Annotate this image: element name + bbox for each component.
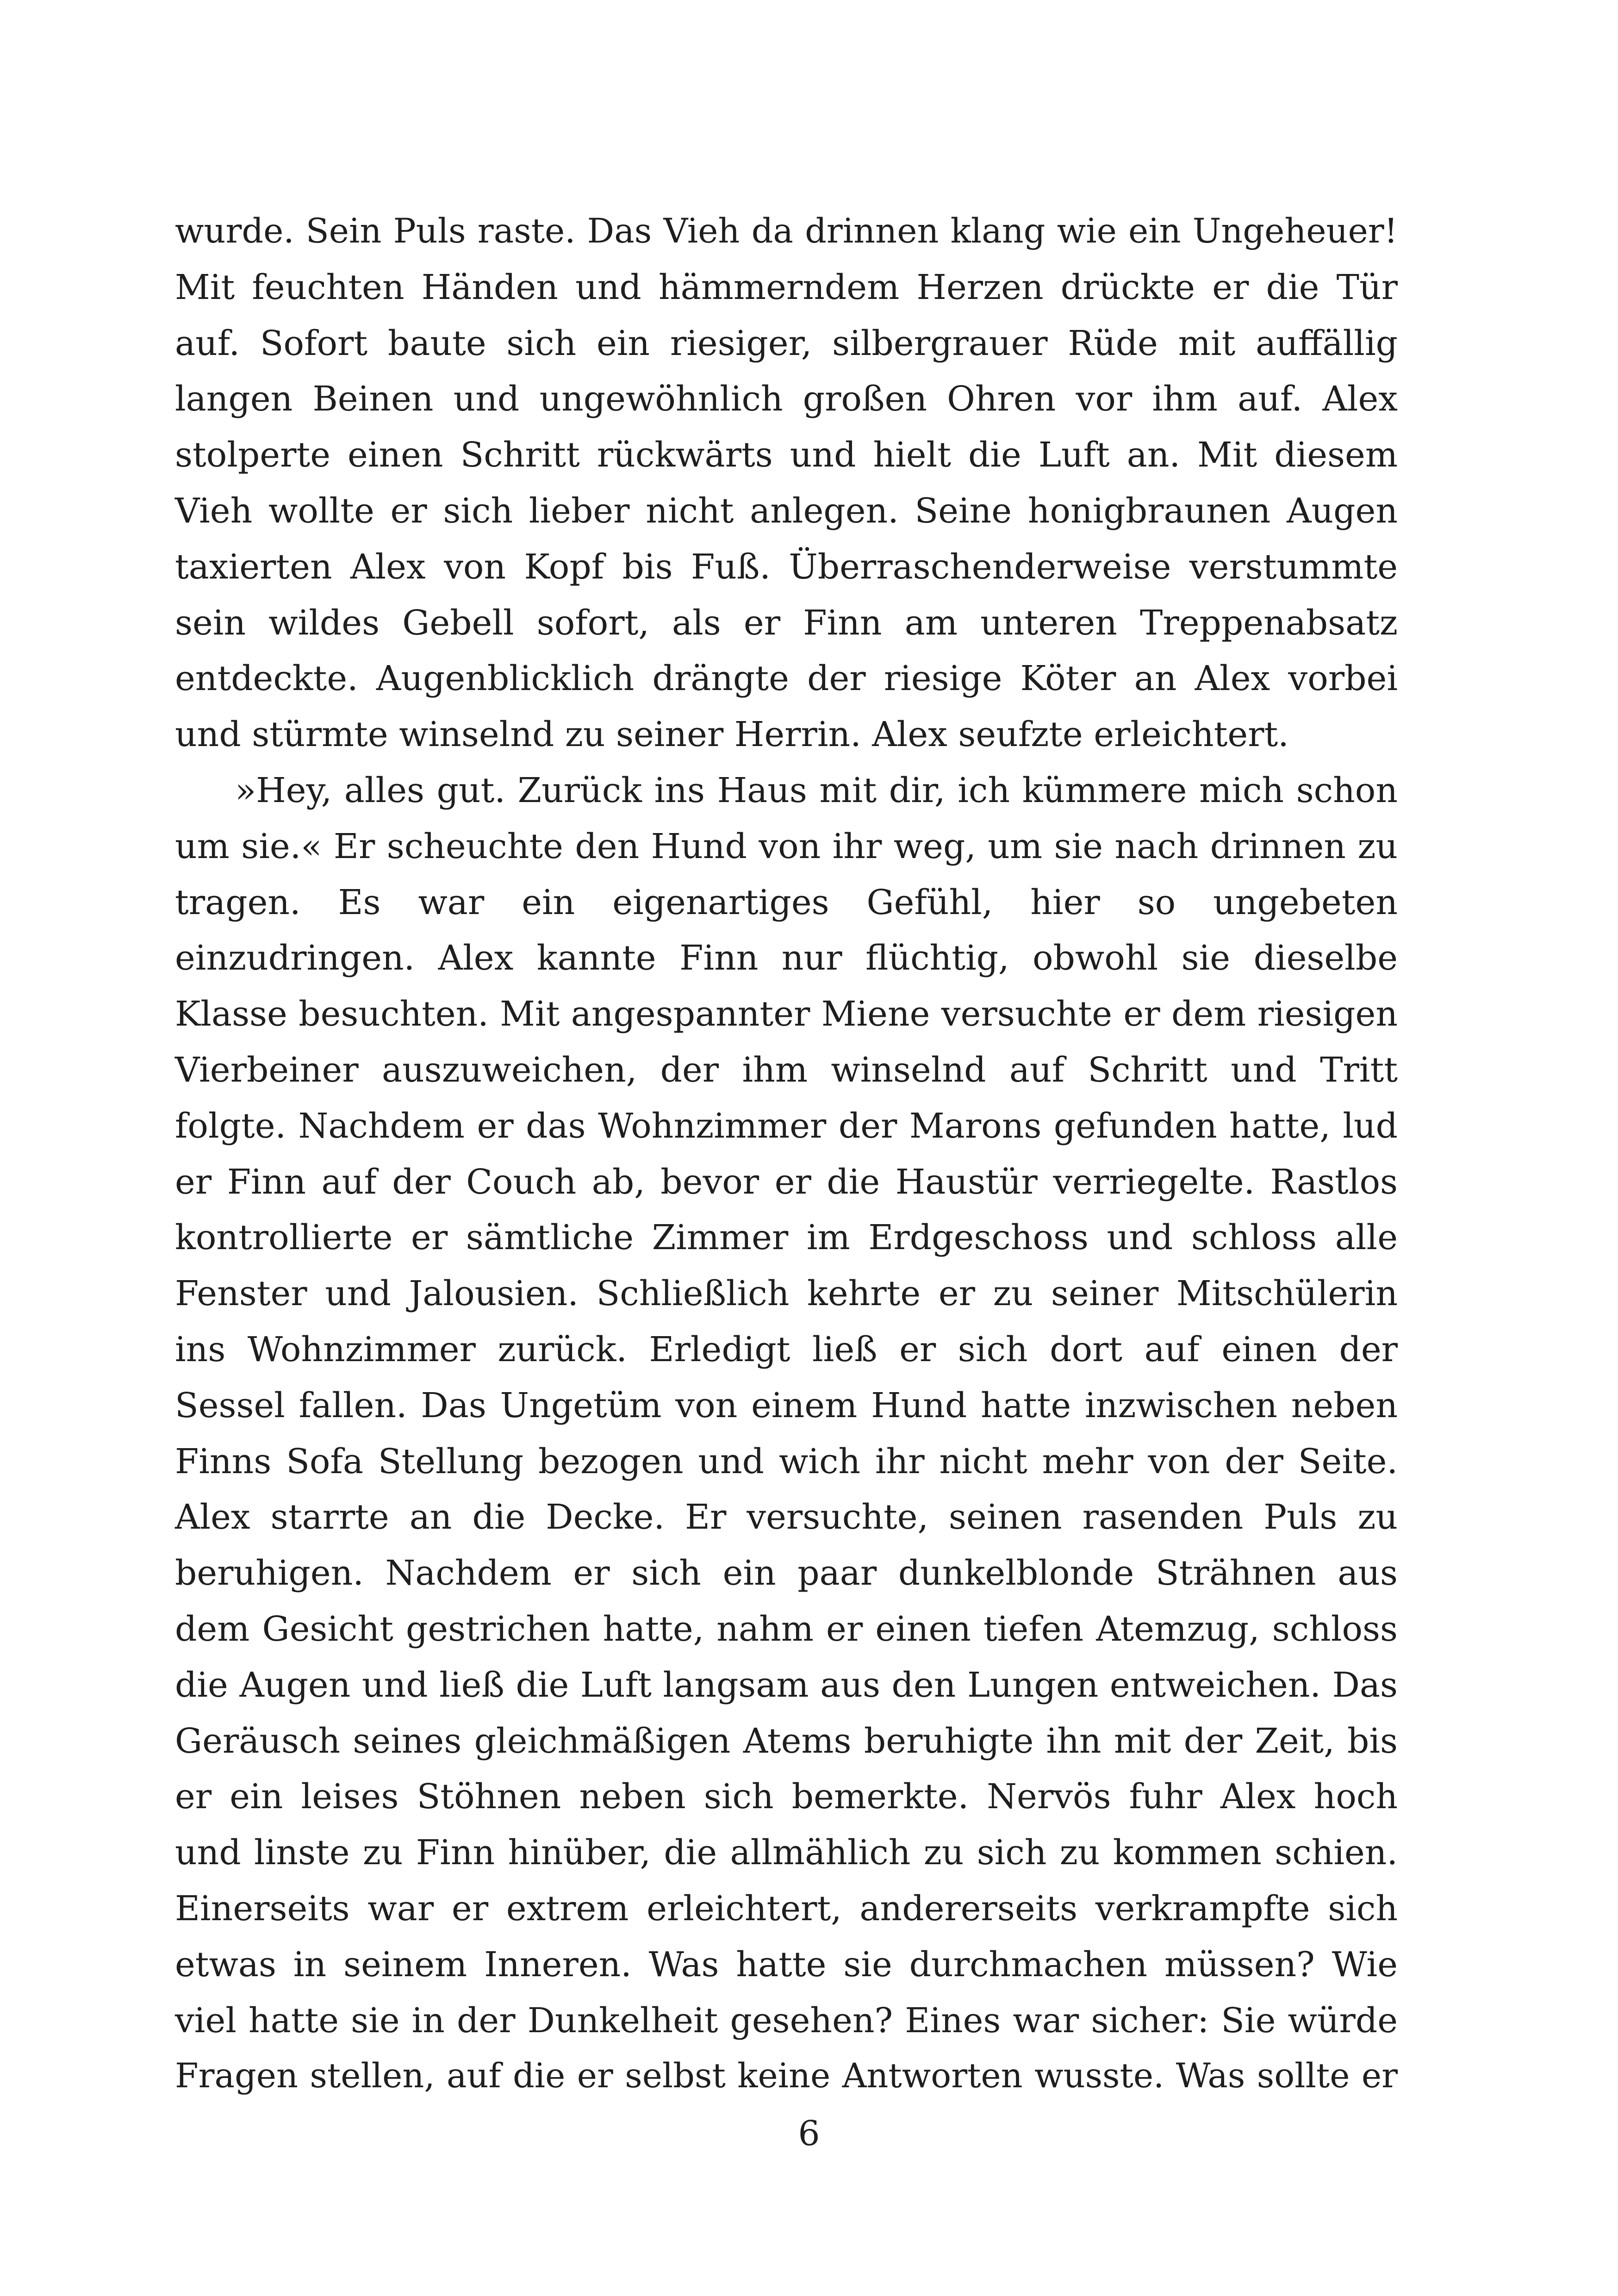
text-line: etwas in seinem Inneren. Was hatte sie durchmachen müssen? Wie bbox=[175, 1944, 1398, 1985]
text-line: stolperte einen Schritt rückwärts und hielt die Luft an. Mit diesem bbox=[175, 435, 1398, 475]
text-line: folgte. Nachdem er das Wohnzimmer der Marons gefunden hatte, lud bbox=[175, 1106, 1398, 1146]
text-line: sein wildes Gebell sofort, als er Finn am unteren Treppenabsatz bbox=[175, 603, 1398, 643]
text-line: ins Wohnzimmer zurück. Erledigt ließ er sich dort auf einen der bbox=[175, 1329, 1398, 1369]
text-line: taxierten Alex von Kopf bis Fuß. Überraschenderweise verstummte bbox=[175, 547, 1398, 587]
text-line: dem Gesicht gestrichen hatte, nahm er einen tiefen Atemzug, schloss bbox=[175, 1609, 1398, 1649]
text-line: Finns Sofa Stellung bezogen und wich ihr nicht mehr von der Seite. bbox=[175, 1441, 1398, 1481]
text-line: Fenster und Jalousien. Schließlich kehrte er zu seiner Mitschülerin bbox=[175, 1274, 1398, 1314]
text-line: um sie.« Er scheuchte den Hund von ihr weg, um sie nach drinnen zu bbox=[175, 826, 1398, 866]
text-line: Vierbeiner auszuweichen, der ihm winselnd auf Schritt und Tritt bbox=[175, 1050, 1398, 1090]
text-line: Einerseits war er extrem erleichtert, andererseits verkrampfte sich bbox=[175, 1888, 1398, 1929]
text-line: er ein leises Stöhnen neben sich bemerkte. Nervös fuhr Alex hoch bbox=[175, 1777, 1398, 1817]
text-line: beruhigen. Nachdem er sich ein paar dunkelblonde Strähnen aus bbox=[175, 1553, 1398, 1593]
text-line: Mit feuchten Händen und hämmerndem Herzen drückte er die Tür bbox=[175, 267, 1398, 307]
text-line: er Finn auf der Couch ab, bevor er die Haustür verriegelte. Rastlos bbox=[175, 1162, 1398, 1202]
text-line: langen Beinen und ungewöhnlich großen Ohren vor ihm auf. Alex bbox=[175, 379, 1398, 419]
text-line: Sessel fallen. Das Ungetüm von einem Hund hatte inzwischen neben bbox=[175, 1385, 1398, 1425]
text-line: Vieh wollte er sich lieber nicht anlegen. Seine honigbraunen Augen bbox=[175, 491, 1398, 531]
text-line: auf. Sofort baute sich ein riesiger, silbergrauer Rüde mit auffällig bbox=[175, 323, 1398, 363]
text-line: kontrollierte er sämtliche Zimmer im Erdgeschoss und schloss alle bbox=[175, 1218, 1398, 1258]
text-line: »Hey, alles gut. Zurück ins Haus mit dir, ich kümmere mich schon bbox=[235, 770, 1398, 810]
body-text bbox=[175, 204, 1398, 2104]
text-line: Alex starrte an die Decke. Er versuchte, seinen rasenden Puls zu bbox=[175, 1497, 1398, 1537]
text-line: Klasse besuchten. Mit angespannter Miene versuchte er dem riesigen bbox=[175, 994, 1398, 1034]
text-line: tragen. Es war ein eigenartiges Gefühl, hier so ungebeten bbox=[175, 882, 1398, 922]
page-number: 6 bbox=[798, 2114, 820, 2153]
text-line: und stürmte winselnd zu seiner Herrin. Alex seufzte erleichtert. bbox=[175, 715, 1289, 755]
text-line: entdeckte. Augenblicklich drängte der riesige Köter an Alex vorbei bbox=[175, 659, 1398, 699]
text-line: Geräusch seines gleichmäßigen Atems beruhigte ihn mit der Zeit, bis bbox=[175, 1721, 1398, 1761]
text-line: viel hatte sie in der Dunkelheit gesehen? Eines war sicher: Sie würde bbox=[175, 2000, 1398, 2041]
text-line: Fragen stellen, auf die er selbst keine Antworten wusste. Was sollte er bbox=[175, 2056, 1398, 2096]
text-line: und linste zu Finn hinüber, die allmählich zu sich zu kommen schien. bbox=[175, 1833, 1398, 1873]
text-line: die Augen und ließ die Luft langsam aus den Lungen entweichen. Das bbox=[175, 1665, 1398, 1705]
text-line: einzudringen. Alex kannte Finn nur flüchtig, obwohl sie dieselbe bbox=[175, 938, 1398, 978]
text-line: wurde. Sein Puls raste. Das Vieh da drinnen klang wie ein Ungeheuer! bbox=[175, 212, 1398, 251]
